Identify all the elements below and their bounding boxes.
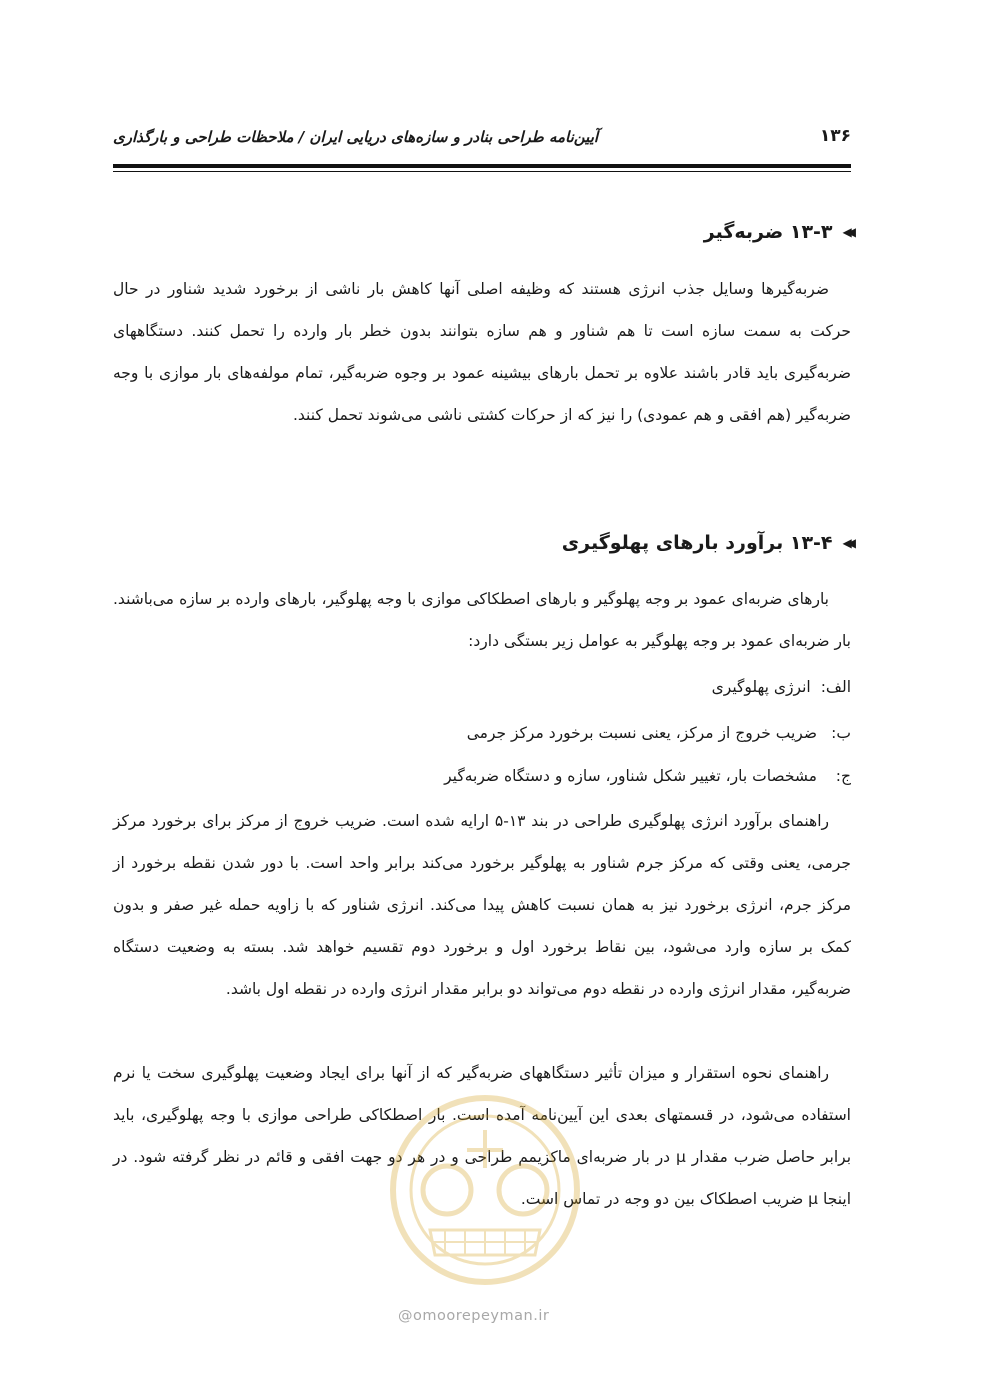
list-text: انرژی پهلوگیری xyxy=(711,678,811,696)
double-chevron-icon: ◀◀ xyxy=(842,536,851,550)
section-title: ۱۳-۳ ضربه‌گیر xyxy=(703,221,833,243)
list-marker: ج: xyxy=(835,767,851,785)
header-rule xyxy=(113,164,851,168)
list-text: ضریب خروج از مرکز، یعنی نسبت برخورد مرکز جرمی xyxy=(466,724,817,742)
page-header xyxy=(113,126,851,156)
page-number: ۱۳۶ xyxy=(819,126,851,146)
paragraph: ضربه‌گیرها وسایل جذب انرژی هستند که وظیفه اصلی آنها کاهش بار ناشی از برخورد شدید شناور در حال حرکت به سمت سازه است تا هم شناور و هم سازه بتوانند بدون خطر بار وارده را تحمل کنند. دستگاههای ضربه‌گیری باید قادر باشند علاوه بر تحمل بارهای بیشینه عمود بر وجوه ضربه‌گیر، تمام مولفه‌های بار موازی با وجه ضربه‌گیر (هم افقی و هم عمودی) را نیز که از حرکات کشتی ناشی می‌شوند تحمل کنند. xyxy=(113,280,851,424)
section-title: ۱۳-۴ برآورد بارهای پهلوگیری xyxy=(561,532,833,554)
list-item xyxy=(444,767,851,785)
double-chevron-icon: ◀◀ xyxy=(842,225,851,239)
running-title: آیین‌نامه طراحی بنادر و سازه‌های دریایی ایران / ملاحظات طراحی و بارگذاری xyxy=(113,128,599,146)
list-text: مشخصات بار، تغییر شکل شناور، سازه و دستگاه ضربه‌گیر xyxy=(444,767,817,785)
section-heading xyxy=(704,221,851,243)
list-item xyxy=(712,678,851,696)
header-rule-thin xyxy=(113,171,851,172)
watermark-text: @omoorepeyman.ir xyxy=(398,1308,550,1324)
list-marker: ب: xyxy=(831,724,851,742)
list-item xyxy=(467,724,851,742)
paragraph: بارهای ضربه‌ای عمود بر وجه پهلوگیر و بارهای اصطکاکی موازی با وجه پهلوگیر، بارهای وارده بر سازه می‌باشند. بار ضربه‌ای عمود بر وجه پهلوگیر به عوامل زیر بستگی دارد: xyxy=(113,590,851,650)
watermark-seal-icon xyxy=(385,1090,585,1290)
paragraph: راهنمای برآورد انرژی پهلوگیری طراحی در بند ۱۳-۵ ارایه شده است. ضریب خروج از مرکز برای برخورد مرکز جرمی، یعنی وقتی که مرکز جرم شناور به پهلوگیر برخورد می‌کند برابر واحد است. با دور شدن نقطه برخورد از مرکز جرم، انرژی برخورد نیز به همان نسبت کاهش پیدا می‌کند. انرژی شناور که با زاویه حمله غیر صفر و بدون کمک بر سازه وارد می‌شود، بین نقاط برخورد اول و برخورد دوم تقسیم خواهد شد. بسته به وضعیت دستگاه ضربه‌گیر، مقدار انرژی وارده در نقطه دوم می‌تواند دو برابر مقدار انرژی وارده در نقطه اول باشد. xyxy=(113,812,851,998)
section-heading xyxy=(562,532,851,554)
list-marker: الف: xyxy=(820,678,851,696)
paragraph: راهنمای نحوه استقرار و میزان تأثیر دستگاههای ضربه‌گیر که از آنها برای ایجاد وضعیت پهلوگیری سخت یا نرم استفاده می‌شود، در قسمتهای بعدی این آیین‌نامه آمده است. بار اصطکاکی طراحی موازی با وجه پهلوگیری، باید برابر حاصل ضرب مقدار μ در بار ضربه‌ای ماکزیمم طراحی و در هر دو جهت افقی و قائم در نظر گرفته شود. در اینجا μ ضریب اصطکاک بین دو وجه در تماس است. xyxy=(113,1064,852,1208)
